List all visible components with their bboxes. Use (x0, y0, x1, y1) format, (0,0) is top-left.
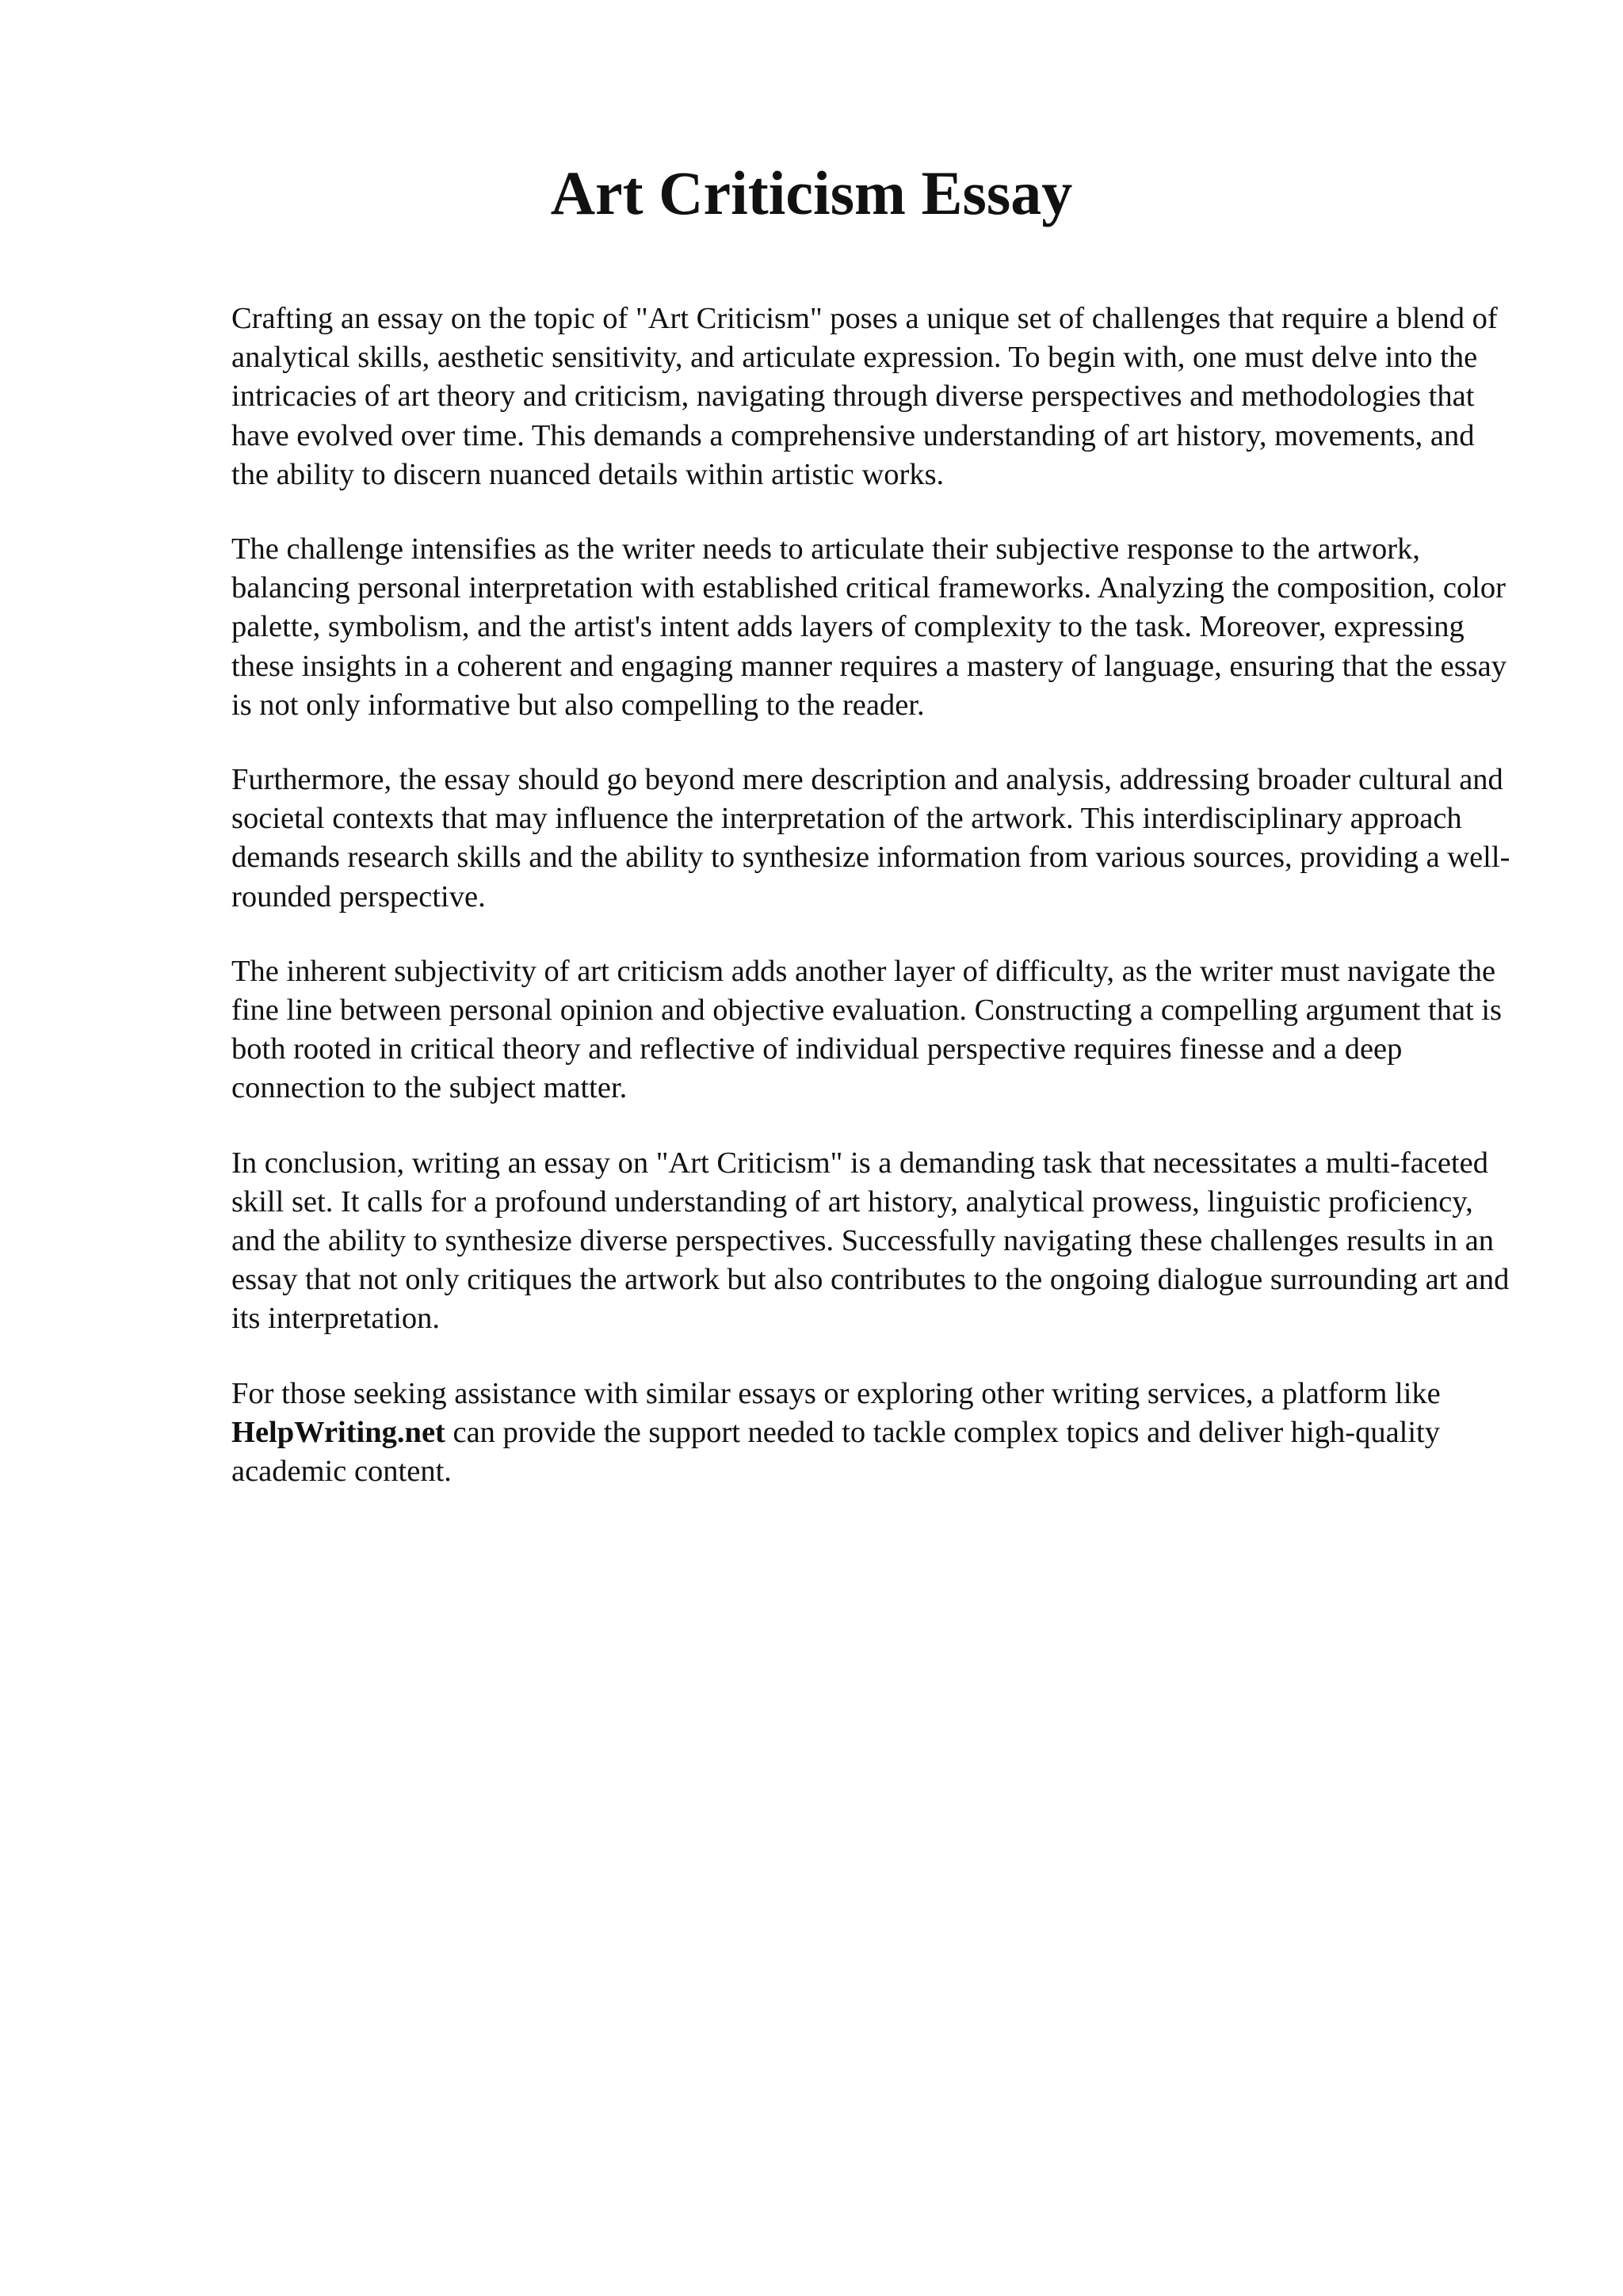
page-title: Art Criticism Essay (550, 158, 1073, 227)
essay-body (231, 299, 1511, 1527)
paragraph-6 (231, 1375, 1511, 1492)
paragraph-2: The challenge intensifies as the writer needs to articulate their subjective response to the artwork, balancing personal interpretation with established critical frameworks. Analyzing the composition, color palette, symbolism, and the artist's intent adds layers of complexity to the task. Moreover, expressing these insights in a coherent and engaging manner requires a mastery of language, ensuring that the essay is not only informative but also compelling to the reader. (231, 532, 1507, 722)
helpwriting-link[interactable]: HelpWriting.net (231, 1415, 445, 1449)
paragraph-4: The inherent subjectivity of art criticism adds another layer of difficulty, as the writer must navigate the fine line between personal opinion and objective evaluation. Constructing a compelling argument that is both rooted in critical theory and reflective of individual perspective requires finesse and a deep connection to the subject matter. (231, 954, 1503, 1105)
paragraph-1: Crafting an essay on the topic of "Art Criticism" poses a unique set of challenges that require a blend of analytical skills, aesthetic sensitivity, and articulate expression. To begin with, one must delve into the intricacies of art theory and criticism, navigating through diverse perspectives and methodologies that have evolved over time. This demands a comprehensive understanding of art history, movements, and the ability to discern nuanced details within artistic works. (231, 302, 1498, 491)
closing-text-after: can provide the support needed to tackle complex topics and deliver high-quality academic content. (231, 1415, 1441, 1489)
paragraph-5: In conclusion, writing an essay on "Art Criticism" is a demanding task that necessitates a multi-faceted skill set. It calls for a profound understanding of art history, analytical prowess, linguistic proficiency, and the ability to synthesize diverse perspectives. Successfully navigating these challenges results in an essay that not only critiques the artwork but also contributes to the ongoing dialogue surrounding art and its interpretation. (231, 1146, 1510, 1336)
closing-text-before: For those seeking assistance with similar essays or exploring other writing services, a platform like (231, 1376, 1441, 1410)
paragraph-3: Furthermore, the essay should go beyond mere description and analysis, addressing broader cultural and societal contexts that may influence the interpretation of the artwork. This interdisciplinary approach demands research skills and the ability to synthesize information from various sources, providing a well-rounded perspective. (231, 763, 1510, 913)
